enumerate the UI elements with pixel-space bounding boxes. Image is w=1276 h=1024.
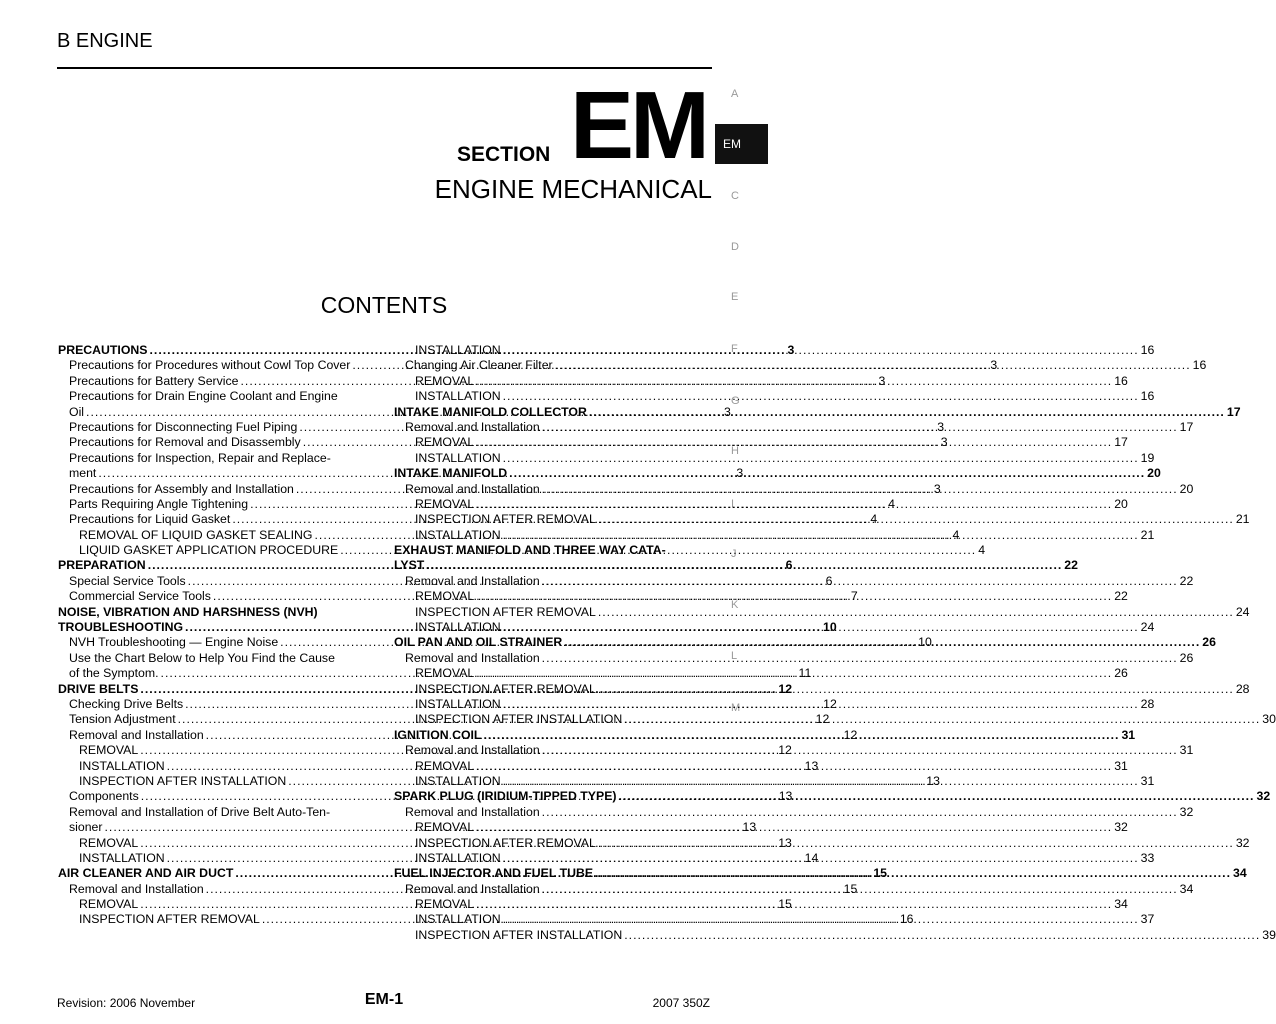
toc-entry-page: 12 <box>778 743 792 758</box>
toc-entry-label: Removal and Installation <box>405 881 540 896</box>
toc-entry[interactable] <box>58 451 373 466</box>
side-tab-j[interactable]: J <box>731 548 737 560</box>
toc-entry[interactable] <box>394 419 1194 435</box>
toc-entry-page: 14 <box>804 850 819 865</box>
toc-entry-label: Changing Air Cleaner Filter <box>405 358 553 373</box>
toc-leader-dots <box>542 743 1178 758</box>
toc-entry-page: 32 <box>1235 835 1250 850</box>
toc-entry-label: INSPECTION AFTER INSTALLATION <box>415 712 623 727</box>
toc-entry-label: Precautions for Drain Engine Coolant and Engine <box>69 389 338 404</box>
toc-leader-dots <box>595 866 1231 881</box>
toc-leader-dots <box>509 466 1145 481</box>
toc-entry[interactable] <box>394 650 1194 666</box>
side-tab-g[interactable]: G <box>731 395 740 407</box>
toc-entry-label: IGNITION COIL <box>394 727 482 742</box>
toc-leader-dots <box>542 805 1178 820</box>
toc-entry-label: EXHAUST MANIFOLD AND THREE WAY CATA- <box>394 543 666 558</box>
toc-entry-page: 12 <box>823 696 837 711</box>
toc-entry-label: REMOVAL <box>415 496 475 511</box>
toc-entry-page: 32 <box>1179 804 1194 819</box>
header-rule <box>57 67 712 69</box>
toc-entry-page: 32 <box>1114 820 1128 835</box>
toc-entry-page: 3 <box>736 466 744 481</box>
toc-entry-label: INSPECTION AFTER INSTALLATION <box>415 927 623 942</box>
toc-leader-dots <box>624 928 1260 943</box>
toc-entry[interactable] <box>394 358 1207 373</box>
toc-leader-dots <box>598 682 1234 697</box>
toc-entry[interactable] <box>394 573 1194 589</box>
toc-leader-dots <box>542 651 1178 666</box>
footer-model: 2007 350Z <box>652 996 710 1010</box>
toc-leader-dots <box>598 512 1234 527</box>
toc-entry-page: 6 <box>785 558 793 573</box>
toc-entry-label: INSTALLATION <box>79 850 165 865</box>
toc-leader-dots <box>476 666 1112 681</box>
toc-entry-page: 3 <box>878 373 886 388</box>
toc-entry-label: Components <box>69 789 139 804</box>
toc-leader-dots <box>542 882 1178 897</box>
toc-entry-page: 20 <box>1147 466 1161 481</box>
toc-entry-label: REMOVAL OF LIQUID GASKET SEALING <box>79 527 313 542</box>
toc-entry-label: INSPECTION AFTER REMOVAL <box>415 604 596 619</box>
toc-leader-dots <box>503 697 1139 712</box>
toc-entry-label: REMOVAL <box>415 373 475 388</box>
toc-entry-page: 16 <box>1140 343 1155 357</box>
toc-entry-label: INSTALLATION <box>415 773 501 788</box>
side-tab-k[interactable]: K <box>731 599 739 611</box>
toc-entry-label: INSTALLATION <box>79 758 165 773</box>
toc-entry[interactable] <box>58 805 373 820</box>
toc-entry[interactable] <box>58 605 373 620</box>
toc-entry-label: REMOVAL <box>415 589 475 604</box>
toc-leader-dots <box>503 389 1139 404</box>
toc-entry[interactable] <box>394 466 1161 481</box>
toc-leader-dots <box>476 589 1112 604</box>
toc-entry[interactable] <box>394 373 1128 389</box>
toc-entry[interactable] <box>58 651 373 666</box>
toc-entry-label: Precautions for Liquid Gasket <box>69 512 231 527</box>
side-tab-i[interactable]: I <box>731 498 735 510</box>
toc-entry-label: REMOVAL <box>79 897 139 912</box>
toc-entry-page: 30 <box>1262 712 1276 727</box>
toc-entry-page: 13 <box>778 789 793 804</box>
toc-entry-page: 34 <box>1114 897 1128 912</box>
toc-entry-page: 13 <box>804 758 819 773</box>
toc-entry-label: INSTALLATION <box>415 696 501 711</box>
toc-entry-label: ment <box>69 466 97 481</box>
toc-entry-page: 32 <box>1256 789 1271 804</box>
side-tab-f[interactable]: F <box>731 343 738 355</box>
toc-entry[interactable] <box>58 435 948 450</box>
toc-entry-label: Precautions for Assembly and Installation <box>69 481 294 496</box>
toc-leader-dots <box>426 558 1062 573</box>
toc-entry-label: Precautions for Procedures without Cowl Top Cover <box>69 358 351 373</box>
section-name: ENGINE MECHANICAL <box>434 174 712 204</box>
side-tab-em[interactable]: EM <box>715 124 768 164</box>
toc-entry-page: 33 <box>1140 850 1155 865</box>
toc-entry-page: 37 <box>1140 912 1155 927</box>
toc-entry[interactable] <box>394 558 1078 573</box>
toc-entry[interactable] <box>394 589 1128 604</box>
toc-leader-dots <box>555 358 1191 373</box>
toc-entry-label: FUEL INJECTOR AND FUEL TUBE <box>394 866 594 881</box>
toc-entry-label: INTAKE MANIFOLD COLLECTOR <box>394 404 587 419</box>
toc-entry-label: AIR CLEANER AND AIR DUCT <box>58 866 234 881</box>
toc-entry-label: INTAKE MANIFOLD <box>394 466 508 481</box>
toc-entry-page: 16 <box>899 912 914 927</box>
toc-entry-label: DRIVE BELTS <box>58 681 139 696</box>
section-code: EM <box>570 72 706 179</box>
toc-entry-page: 11 <box>798 666 812 681</box>
toc-leader-dots <box>476 374 1112 389</box>
toc-entry-label: INSPECTION AFTER REMOVAL <box>79 912 260 927</box>
side-tab-c[interactable]: C <box>731 190 739 202</box>
toc-entry-page: 4 <box>978 543 986 558</box>
toc-entry-page: 3 <box>937 419 945 434</box>
toc-leader-dots <box>476 820 1112 835</box>
toc-entry-page: 17 <box>1179 419 1194 434</box>
toc-entry-label: INSTALLATION <box>415 912 501 927</box>
toc-entry-page: 24 <box>1140 620 1155 635</box>
toc-entry-page: 15 <box>873 866 888 881</box>
toc-entry-label: INSPECTION AFTER REMOVAL <box>415 681 596 696</box>
toc-entry-page: 13 <box>778 835 792 850</box>
toc-entry[interactable] <box>394 604 1250 620</box>
toc-entry-label: Precautions for Disconnecting Fuel Piping <box>69 419 298 434</box>
toc-entry[interactable] <box>394 804 1194 820</box>
toc-entry-page: 19 <box>1140 450 1155 465</box>
toc-leader-dots <box>503 343 1139 358</box>
toc-entry-label: Removal and Installation <box>405 743 540 758</box>
toc-entry-label: sioner <box>69 820 103 835</box>
toc-entry-label: INSTALLATION <box>415 850 501 865</box>
toc-entry[interactable] <box>58 881 858 897</box>
toc-entry-label: Removal and Installation <box>405 481 540 496</box>
toc-entry-page: 15 <box>843 881 858 896</box>
toc-entry-page: 3 <box>787 343 795 357</box>
toc-entry-label: INSTALLATION <box>415 450 501 465</box>
toc-entry-page: 12 <box>843 727 858 742</box>
toc-entry-label: Commercial Service Tools <box>69 589 211 604</box>
toc-entry[interactable] <box>394 512 1250 527</box>
toc-leader-dots <box>619 789 1255 804</box>
toc-entry-page: 39 <box>1262 927 1276 942</box>
toc-leader-dots <box>503 528 1139 543</box>
toc-entry-page: 26 <box>1114 666 1128 681</box>
toc-entry[interactable] <box>58 850 819 866</box>
toc-entry-label: TROUBLESHOOTING <box>58 620 184 635</box>
toc-entry-label: of the Symptom. <box>69 666 159 681</box>
toc-entry-page: 6 <box>825 573 833 588</box>
toc-entry[interactable] <box>394 527 1155 543</box>
toc-entry[interactable] <box>394 435 1128 450</box>
toc-entry-page: 17 <box>1226 404 1241 419</box>
toc-entry-page: 3 <box>724 404 731 419</box>
section-word: SECTION <box>457 143 551 166</box>
side-tab-h[interactable]: H <box>731 445 739 457</box>
toc-entry-page: 13 <box>926 773 940 788</box>
toc-entry-label: REMOVAL <box>79 835 139 850</box>
toc-leader-dots <box>542 420 1178 435</box>
toc-leader-dots <box>483 728 1119 743</box>
footer-page-id: EM-1 <box>364 991 404 1008</box>
side-tab-m[interactable]: M <box>731 702 741 714</box>
toc-entry-label: Removal and Installation <box>69 727 204 742</box>
toc-entry-page: 7 <box>850 589 858 604</box>
toc-entry-label: Removal and Installation <box>405 419 540 434</box>
toc-leader-dots <box>589 405 1225 420</box>
toc-entry-label: LYST <box>394 558 425 573</box>
toc-entry-page: 16 <box>1140 389 1155 404</box>
toc-entry-label: LIQUID GASKET APPLICATION PROCEDURE <box>79 543 339 558</box>
toc-entry-label: Removal and Installation <box>405 804 540 819</box>
toc-entry-label: INSPECTION AFTER INSTALLATION <box>79 773 287 788</box>
toc-entry-page: 3 <box>990 358 998 373</box>
toc-entry-label: Removal and Installation <box>405 573 540 588</box>
toc-leader-dots <box>503 774 1139 789</box>
toc-entry-label: PRECAUTIONS <box>58 343 148 357</box>
toc-entry-label: OIL PAN AND OIL STRAINER <box>394 635 563 650</box>
toc-entry-label: Precautions for Battery Service <box>69 373 239 388</box>
toc-leader-dots <box>503 620 1139 635</box>
toc-entry[interactable] <box>394 404 1241 420</box>
toc-entry-page: 26 <box>1179 650 1194 665</box>
side-tab-e[interactable]: E <box>731 291 739 303</box>
toc-entry-label: Parts Requiring Angle Tightening <box>69 496 249 511</box>
toc-entry-label: INSTALLATION <box>415 343 501 357</box>
toc-entry-page: 31 <box>1121 727 1136 742</box>
toc-leader-dots <box>476 497 1112 512</box>
toc-entry-label: Precautions for Inspection, Repair and Replace- <box>69 450 331 465</box>
toc-entry-label: Checking Drive Belts <box>69 696 184 711</box>
toc-entry[interactable] <box>58 773 940 789</box>
toc-entry-label: Use the Chart Below to Help You Find the Cause <box>69 650 335 665</box>
toc-entry[interactable] <box>394 343 1155 358</box>
toc-entry[interactable] <box>394 450 1155 466</box>
toc-entry[interactable] <box>394 481 1194 497</box>
toc-entry-page: 15 <box>778 897 792 912</box>
toc-entry-label: INSTALLATION <box>415 527 501 542</box>
side-tab-a[interactable]: A <box>731 88 739 100</box>
toc-entry-label: Removal and Installation of Drive Belt Auto-Ten- <box>69 804 331 819</box>
toc-entry-page: 31 <box>1140 773 1155 788</box>
toc-entry-page: 34 <box>1179 881 1194 896</box>
toc-entry-page: 22 <box>1114 589 1128 604</box>
toc-entry-page: 28 <box>1140 696 1155 711</box>
toc-entry-page: 24 <box>1235 604 1250 619</box>
toc-leader-dots <box>503 851 1139 866</box>
toc-entry-label: INSPECTION AFTER REMOVAL <box>415 835 596 850</box>
toc-entry-page: 21 <box>1140 527 1155 542</box>
toc-leader-dots <box>476 897 1112 912</box>
toc-entry[interactable] <box>394 927 1276 943</box>
toc-leader-dots <box>564 635 1200 650</box>
footer-revision: Revision: 2006 November <box>57 996 196 1010</box>
toc-leader-dots <box>476 759 1112 774</box>
toc-entry-label: REMOVAL <box>415 820 475 835</box>
toc-entry-label: SPARK PLUG (IRIDIUM-TIPPED TYPE) <box>394 789 617 804</box>
toc-entry-label: Special Service Tools <box>69 573 186 588</box>
toc-leader-dots <box>598 836 1234 851</box>
toc-entry-page: 3 <box>940 435 948 450</box>
toc-entry-label: Oil <box>69 404 85 419</box>
toc-entry-label: INSTALLATION <box>415 620 501 635</box>
toc-entry-label: Tension Adjustment <box>69 712 176 727</box>
toc-entry-page: 16 <box>1114 373 1128 388</box>
toc-entry[interactable] <box>58 897 792 912</box>
toc-entry-page: 16 <box>1192 358 1207 373</box>
toc-entry-page: 4 <box>952 527 960 542</box>
toc-entry-page: 28 <box>1235 681 1250 696</box>
toc-entry-page: 34 <box>1233 866 1247 881</box>
contents-title: CONTENTS <box>320 292 448 318</box>
toc-entry-page: 13 <box>742 820 757 835</box>
toc-leader-dots <box>503 912 1139 927</box>
toc-entry[interactable] <box>394 496 1128 512</box>
toc-entry-page: 12 <box>778 681 793 696</box>
toc-leader-dots <box>598 605 1234 620</box>
toc-entry-page: 12 <box>815 712 830 727</box>
toc-entry-page: 10 <box>918 635 932 650</box>
toc-entry-label: REMOVAL <box>415 435 475 450</box>
toc-entry-label: NOISE, VIBRATION AND HARSHNESS (NVH) <box>58 604 318 619</box>
toc-entry[interactable] <box>394 389 1155 404</box>
toc-leader-dots <box>542 482 1178 497</box>
toc-entry-label: INSPECTION AFTER REMOVAL <box>415 512 596 527</box>
toc-entry-label: INSTALLATION <box>415 389 501 404</box>
toc-entry[interactable] <box>58 389 373 404</box>
toc-entry-page: 4 <box>888 496 895 511</box>
toc-entry-page: 10 <box>823 620 837 635</box>
side-tab-l[interactable]: L <box>731 650 738 662</box>
toc-entry-page: 3 <box>933 481 941 496</box>
toc-leader-dots <box>624 712 1260 727</box>
header-title: B ENGINE <box>57 30 153 52</box>
toc-entry-page: 17 <box>1114 435 1128 450</box>
toc-entry[interactable] <box>394 543 709 558</box>
toc-entry-label: PREPARATION <box>58 558 146 573</box>
toc-entry-page: 21 <box>1235 512 1250 527</box>
toc-entry-label: Removal and Installation <box>69 881 204 896</box>
toc-entry-label: REMOVAL <box>415 758 475 773</box>
toc-entry-page: 20 <box>1179 481 1194 496</box>
toc-entry-page: 22 <box>1179 573 1194 588</box>
toc-entry-label: Precautions for Removal and Disassembly <box>69 435 301 450</box>
toc-entry-label: REMOVAL <box>79 743 139 758</box>
toc-entry-label: Removal and Installation <box>405 650 540 665</box>
toc-entry-label: REMOVAL <box>415 666 475 681</box>
toc-leader-dots <box>542 574 1178 589</box>
toc-entry-page: 26 <box>1202 635 1216 650</box>
toc-entry-page: 4 <box>870 512 878 527</box>
toc-entry-label: REMOVAL <box>415 897 475 912</box>
toc-entry-page: 20 <box>1114 496 1128 511</box>
toc-entry-page: 31 <box>1179 743 1194 758</box>
toc-leader-dots <box>476 435 1112 450</box>
side-tab-d[interactable]: D <box>731 241 739 253</box>
toc-leader-dots <box>503 451 1139 466</box>
toc-entry-label: NVH Troubleshooting — Engine Noise <box>69 635 279 650</box>
toc-entry-page: 31 <box>1114 758 1128 773</box>
toc-entry-page: 22 <box>1064 558 1078 573</box>
